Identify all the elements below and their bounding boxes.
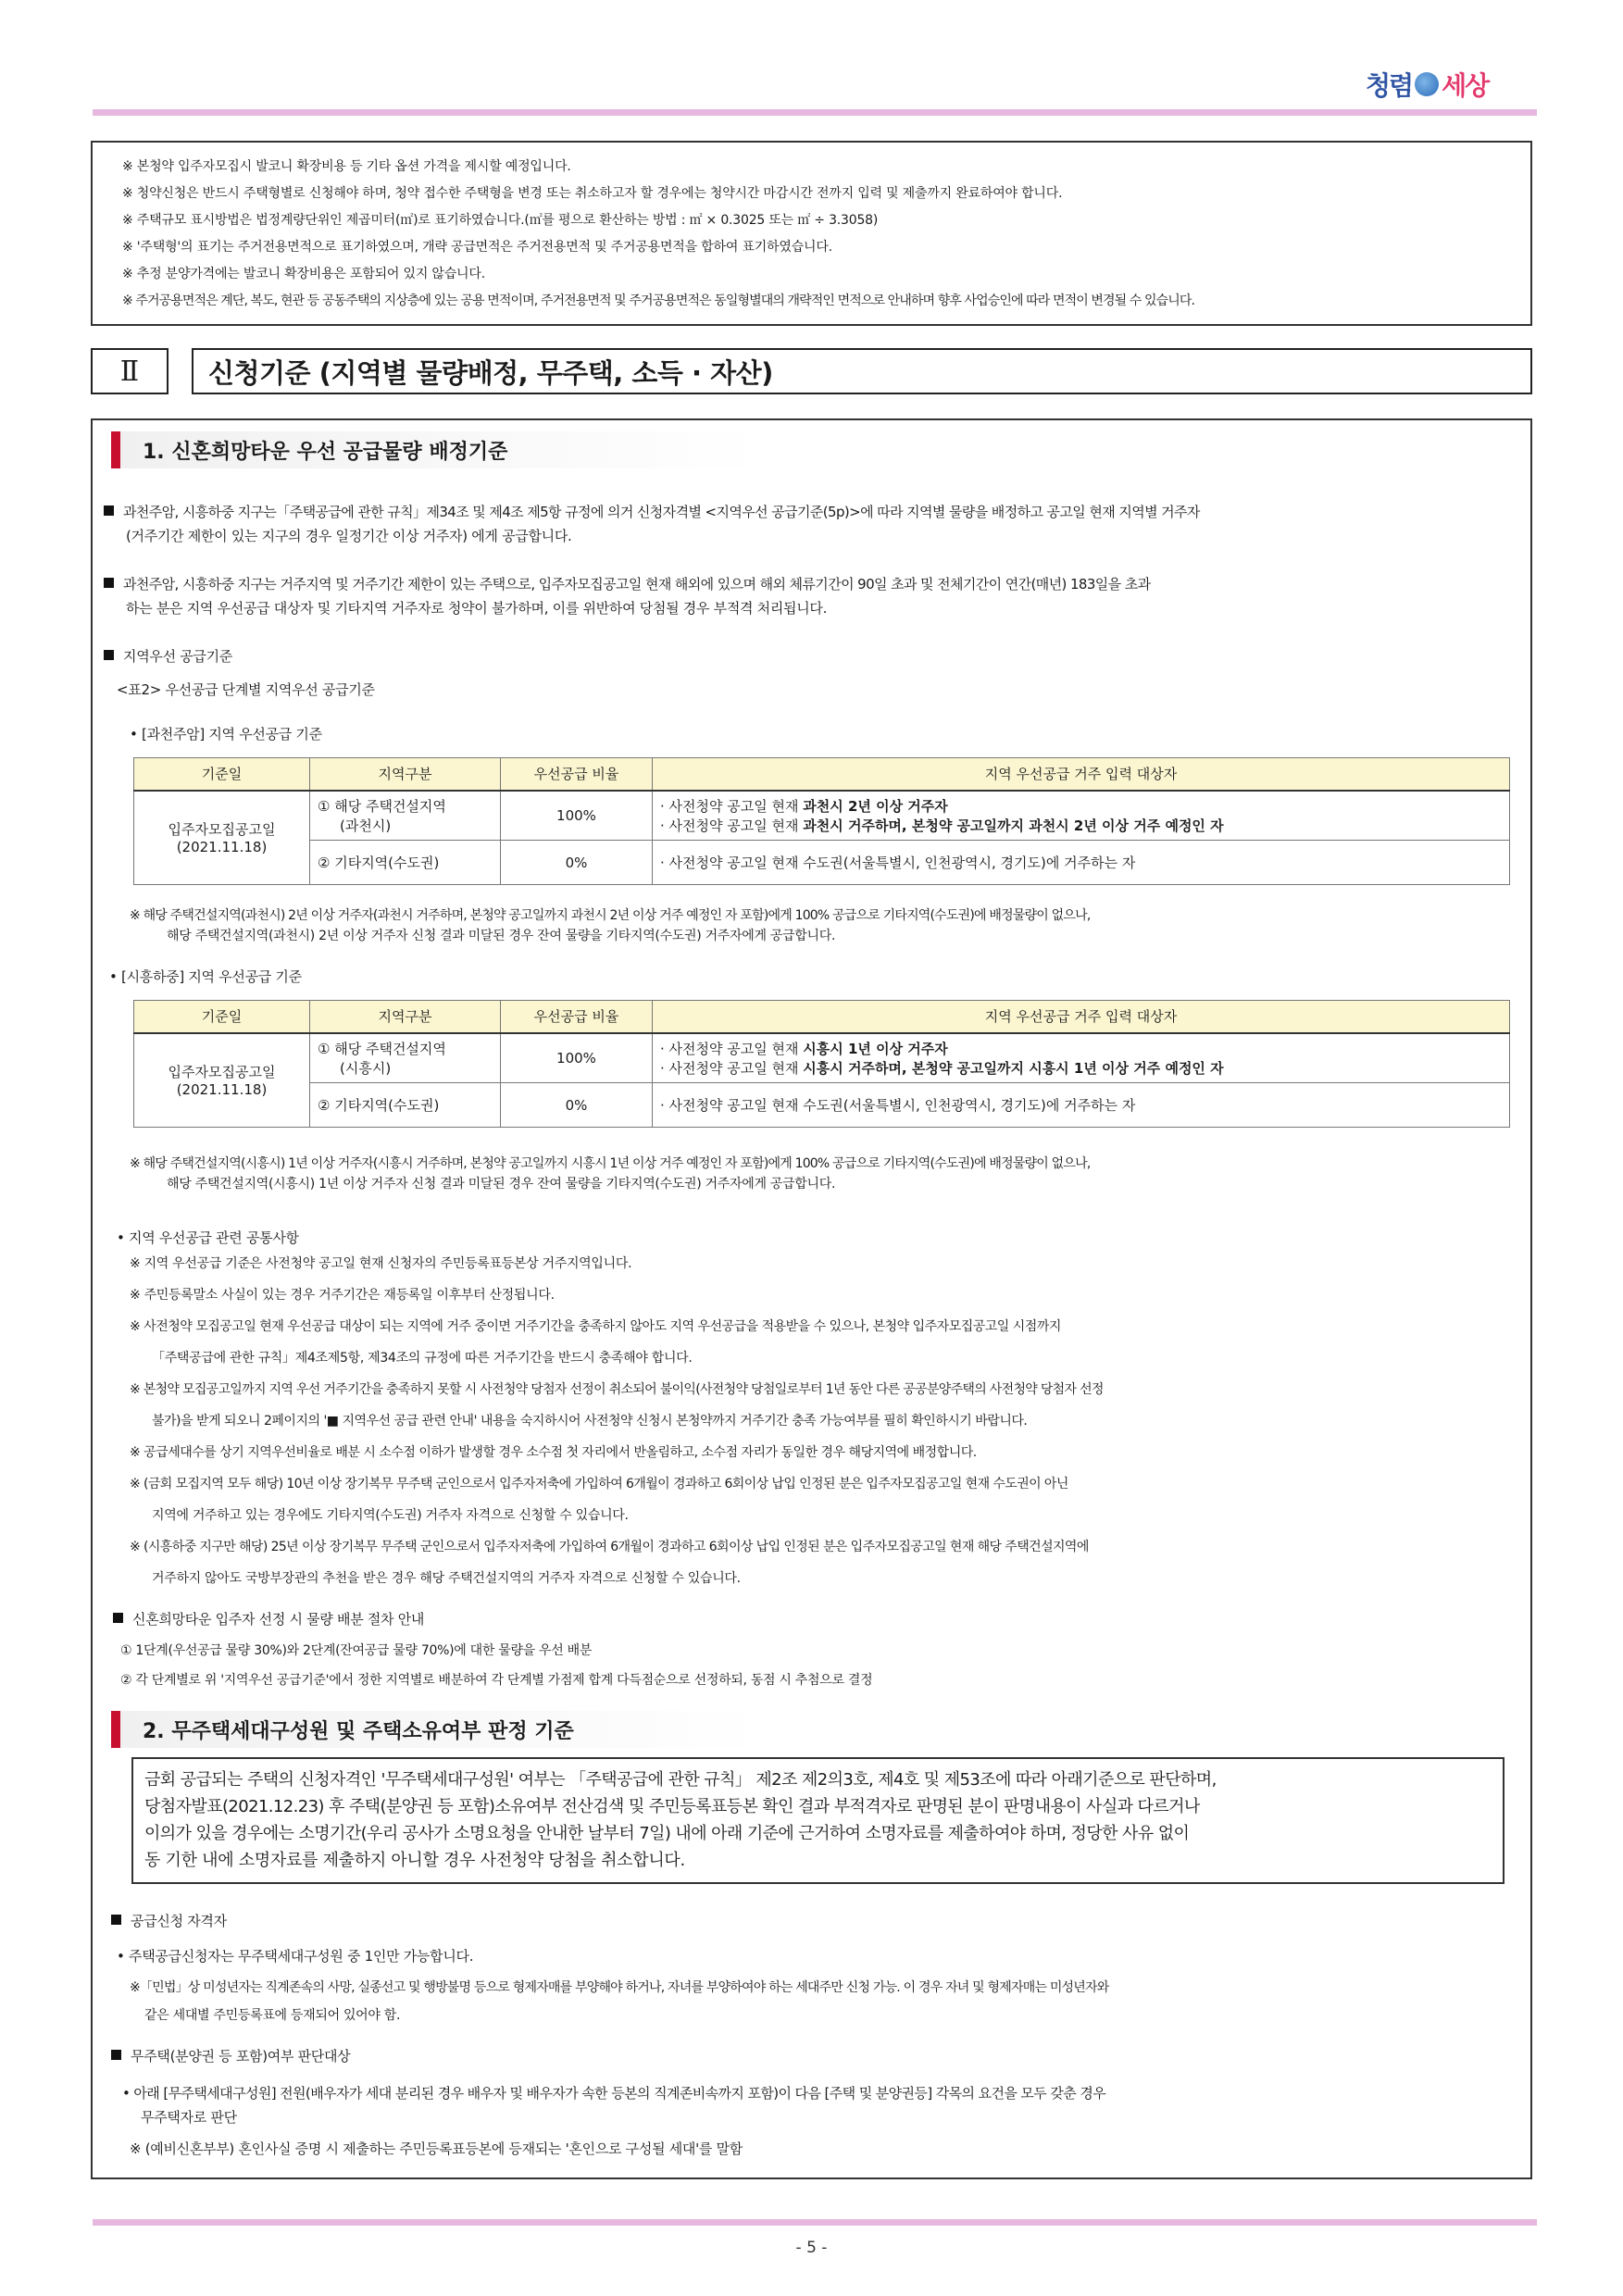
- housing-item: 무주택자로 판단: [141, 2109, 237, 2126]
- target-cell: · 사전청약 공고일 현재 수도권(서울특별시, 인천광역시, 경기도)에 거주하는 자: [653, 841, 1510, 885]
- table-row: [134, 791, 1510, 841]
- target-cell: [653, 1033, 1510, 1083]
- column-header: 우선공급 비율: [501, 1001, 653, 1033]
- criteria-heading-text: 지역우선 공급기준: [123, 648, 232, 665]
- main-content-box: [91, 418, 1532, 2179]
- note-line: ※ 본청약 입주자모집시 발코니 확장비용 등 기타 옵션 가격을 제시할 예정입니다.: [122, 159, 571, 174]
- square-bullet-icon: [111, 1915, 121, 1925]
- globe-icon: [1415, 72, 1439, 96]
- square-bullet-icon: [104, 578, 114, 588]
- common-item: 「주택공급에 관한 규칙」제4조제5항, 제34조의 규정에 따른 거주기간을 반드시 충족해야 합니다.: [152, 1351, 693, 1366]
- common-item: ※ 주민등록말소 사실이 있는 경우 거주기간은 재등록일 이후부터 산정됩니다.: [130, 1288, 555, 1303]
- table-note: ※ 해당 주택건설지역(시흥시) 1년 이상 거주자(시흥시 거주하며, 본청약 공고일까지 시흥시 1년 이상 거주 예정인 자 포함)에게 100% 공급으로 기타지역(수도권)에 배정물량이 없으나,: [130, 1156, 1091, 1171]
- region-text: (과천시): [340, 817, 392, 834]
- box-line: 이의가 있을 경우에는 소명기간(우리 공사가 소명요청을 안내한 날부터 7일) 내에 아래 기준에 근거하여 소명자료를 제출하여야 하며, 정당한 사유 없이: [144, 1824, 1190, 1843]
- square-bullet-icon: [104, 505, 114, 516]
- note-line: ※ 주택규모 표시방법은 법정계량단위인 제곱미터(㎡)로 표기하였습니다.(㎡를 평으로 환산하는 방법 : ㎡ × 0.3025 또는 ㎡ ÷ 3.3058): [122, 213, 879, 228]
- date-text: 입주자모집공고일: [168, 821, 276, 839]
- column-header: 지역구분: [310, 1001, 501, 1033]
- column-header: 기준일: [134, 1001, 310, 1033]
- date-text: 입주자모집공고일: [168, 1064, 276, 1081]
- column-header: 지역 우선공급 거주 입력 대상자: [653, 758, 1510, 791]
- region-cell: ② 기타지역(수도권): [310, 841, 501, 885]
- note-line: ※ '주택형'의 표기는 주거전용면적으로 표기하였으며, 개략 공급면적은 주거전용면적 및 주거공용면적을 합하여 표기하였습니다.: [122, 240, 832, 255]
- page-number: - 5 -: [795, 2239, 828, 2257]
- date-cell: [134, 1033, 310, 1128]
- target-cell: · 사전청약 공고일 현재 수도권(서울특별시, 인천광역시, 경기도)에 거주하는 자: [653, 1083, 1510, 1128]
- common-item: ※ 공급세대수를 상기 지역우선비율로 배분 시 소수점 이하가 발생할 경우 소수점 첫 자리에서 반올림하고, 소수점 자리가 동일한 경우 해당지역에 배정합니다.: [130, 1445, 977, 1460]
- box-line: 당첨자발표(2021.12.23) 후 주택(분양권 등 포함)소유여부 전산검색 및 주민등록표등본 확인 결과 부적격자로 판명된 분이 판명내용이 사실과 다르거나: [144, 1797, 1200, 1816]
- ratio-cell: 100%: [501, 1033, 653, 1083]
- common-item: 거주하지 않아도 국방부장관의 추천을 받은 경우 해당 주택건설지역의 거주자 자격으로 신청할 수 있습니다.: [152, 1571, 741, 1586]
- target-text-bold: 시흥시 1년 이상 거주자: [803, 1040, 948, 1057]
- footer-rule: [93, 2219, 1537, 2226]
- section-title: 신청기준 (지역별 물량배정, 무주택, 소득 · 자산): [192, 348, 1532, 394]
- housing-heading: [111, 2046, 350, 2065]
- region-text: ① 해당 주택건설지역: [318, 797, 446, 815]
- target-text-bold: 시흥시 거주하며, 본청약 공고일까지 시흥시 1년 이상 거주 예정인 자: [803, 1059, 1224, 1077]
- region-text: (시흥시): [340, 1059, 392, 1077]
- accent-bar: [111, 431, 120, 468]
- date-cell: [134, 791, 310, 885]
- subsection-title: 1. 신혼희망타운 우선 공급물량 배정기준: [143, 440, 508, 464]
- ratio-cell: 0%: [501, 841, 653, 885]
- square-bullet-icon: [113, 1613, 123, 1623]
- procedure-item: ② 각 단계별로 위 '지역우선 공급기준'에서 정한 지역별로 배분하여 각 단계별 가점제 합계 다득점순으로 선정하되, 동점 시 추첨으로 결정: [120, 1673, 873, 1688]
- common-item: 불가)을 받게 되오니 2페이지의 '■ 지역우선 공급 관련 안내' 내용을 숙지하시어 사전청약 신청시 본청약까지 거주기간 충족 가능여부를 필히 확인하시기 바랍니다.: [152, 1414, 1028, 1429]
- ratio-cell: 0%: [501, 1083, 653, 1128]
- common-item: ※ 사전청약 모집공고일 현재 우선공급 대상이 되는 지역에 거주 중이면 거주기간을 충족하지 않아도 지역 우선공급을 적용받을 수 있으나, 본청약 입주자모집공고일 시점까지: [130, 1319, 1061, 1334]
- table-row: [134, 1033, 1510, 1083]
- section-heading: [91, 348, 1532, 394]
- box-line: 금회 공급되는 주택의 신청자격인 '무주택세대구성원' 여부는 「주택공급에 관한 규칙」 제2조 제2의3호, 제4호 및 제53조에 따라 아래기준으로 판단하며,: [144, 1770, 1217, 1790]
- table-note: 해당 주택건설지역(시흥시) 1년 이상 거주자 신청 결과 미달된 경우 잔여 물량을 기타지역(수도권) 거주자에게 공급합니다.: [167, 1177, 836, 1192]
- common-item: 지역에 거주하고 있는 경우에도 기타지역(수도권) 거주자 자격으로 신청할 수 있습니다.: [152, 1508, 629, 1523]
- subsection-heading-2: [111, 1711, 759, 1748]
- procedure-heading: [113, 1609, 424, 1628]
- region-table-siheung: [133, 1000, 1510, 1128]
- date-text: (2021.11.18): [176, 1081, 268, 1099]
- table-note: ※ 해당 주택건설지역(과천시) 2년 이상 거주자(과천시 거주하며, 본청약 공고일까지 과천시 2년 이상 거주 예정인 자 포함)에게 100% 공급으로 기타지역(수도권)에 배정물량이 없으나,: [130, 908, 1091, 923]
- paragraph-text: (거주기간 제한이 있는 지구의 경우 일정기간 이상 거주자) 에게 공급합니다.: [126, 528, 572, 544]
- target-text: · 사전청약 공고일 현재: [660, 797, 804, 815]
- ratio-cell: 100%: [501, 791, 653, 841]
- target-text: · 사전청약 공고일 현재: [660, 817, 804, 834]
- common-item: ※ (시흥하중 지구만 해당) 25년 이상 장기복무 무주택 군인으로서 입주자저축에 가입하여 6개월이 경과하고 6회이상 납입 인정된 분은 입주자모집공고일 현재 해당 주택건설지역에: [130, 1540, 1089, 1554]
- qualification-heading-text: 공급신청 자격자: [131, 1913, 227, 1929]
- date-text: (2021.11.18): [176, 839, 268, 856]
- table-row: [134, 841, 1510, 885]
- header-rule: [93, 109, 1537, 116]
- column-header: 지역 우선공급 거주 입력 대상자: [653, 1001, 1510, 1033]
- eligibility-box: [131, 1757, 1504, 1884]
- housing-item: • 아래 [무주택세대구성원] 전원(배우자가 세대 분리된 경우 배우자 및 배우자가 속한 등본의 직계존비속까지 포함)이 다음 [주택 및 분양권등] 각목의 요건을 모두 갖춘 경우: [122, 2085, 1106, 2102]
- procedure-item: ① 1단계(우선공급 물량 30%)와 2단계(잔여공급 물량 70%)에 대한 물량을 우선 배분: [120, 1643, 593, 1658]
- table-label: • [시흥하중] 지역 우선공급 기준: [109, 968, 302, 985]
- target-text-bold: 과천시 거주하며, 본청약 공고일까지 과천시 2년 이상 거주 예정인 자: [803, 817, 1224, 834]
- qualification-item: ※「민법」상 미성년자는 직계존속의 사망, 실종선고 및 행방불명 등으로 형제자매를 부양해야 하거나, 자녀를 부양하여야 하는 세대주만 신청 가능. 이 경우 자녀 및 형제자매는 미성년자와: [130, 1980, 1109, 1995]
- housing-item: ※ (예비신혼부부) 혼인사실 증명 시 제출하는 주민등록표등본에 등재되는 '혼인으로 구성될 세대'를 말함: [130, 2140, 743, 2157]
- logo: [1366, 65, 1523, 104]
- region-cell: [310, 1033, 501, 1083]
- housing-heading-text: 무주택(분양권 등 포함)여부 판단대상: [131, 2048, 351, 2065]
- qualification-item: 같은 세대별 주민등록표에 등재되어 있어야 함.: [144, 2008, 401, 2023]
- common-item: ※ 본청약 모집공고일까지 지역 우선 거주기간을 충족하지 못할 시 사전청약 당첨자 선정이 취소되어 불이익(사전청약 당첨일로부터 1년 동안 다른 공공분양주택의 사전청약 당첨자 선정: [130, 1382, 1104, 1397]
- paragraph: [104, 502, 1200, 521]
- note-line: ※ 청약신청은 반드시 주택형별로 신청해야 하며, 청약 접수한 주택형을 변경 또는 취소하고자 할 경우에는 청약시간 마감시간 전까지 입력 및 제출까지 완료하여야 합니다.: [122, 186, 1063, 201]
- common-item: ※ (금회 모집지역 모두 해당) 10년 이상 장기복무 무주택 군인으로서 입주자저축에 가입하여 6개월이 경과하고 6회이상 납입 인정된 분은 입주자모집공고일 현재 수도권이 아닌: [130, 1477, 1068, 1491]
- table-label: • [과천주암] 지역 우선공급 기준: [130, 726, 322, 742]
- column-header: 기준일: [134, 758, 310, 791]
- note-line: ※ 추정 분양가격에는 발코니 확장비용은 포함되어 있지 않습니다.: [122, 267, 485, 281]
- notes-box: [91, 141, 1532, 326]
- logo-text-right: 세상: [1442, 70, 1489, 101]
- table-note: 해당 주택건설지역(과천시) 2년 이상 거주자 신청 결과 미달된 경우 잔여 물량을 기타지역(수도권) 거주자에게 공급합니다.: [167, 929, 836, 943]
- accent-bar: [111, 1711, 120, 1748]
- region-table-gwacheon: [133, 757, 1510, 885]
- paragraph-text: 과천주암, 시흥하중 지구는 거주지역 및 거주기간 제한이 있는 주택으로, 입주자모집공고일 현재 해외에 있으며 해외 체류기간이 90일 초과 및 전체기간이 연간(매년) 183일을 초과: [123, 576, 1151, 593]
- square-bullet-icon: [111, 2050, 121, 2060]
- subsection-heading-1: [111, 431, 759, 468]
- region-text: ① 해당 주택건설지역: [318, 1040, 446, 1057]
- target-text-bold: 과천시 2년 이상 거주자: [803, 797, 948, 815]
- criteria-heading: [104, 646, 232, 666]
- logo-text-left: 청렴: [1366, 70, 1413, 101]
- target-text: · 사전청약 공고일 현재: [660, 1040, 804, 1057]
- region-cell: ② 기타지역(수도권): [310, 1083, 501, 1128]
- common-item: ※ 지역 우선공급 기준은 사전청약 공고일 현재 신청자의 주민등록표등본상 거주지역입니다.: [130, 1256, 632, 1271]
- square-bullet-icon: [104, 650, 114, 660]
- table-caption: <표2> 우선공급 단계별 지역우선 공급기준: [117, 681, 375, 698]
- note-line: ※ 주거공용면적은 계단, 복도, 현관 등 공동주택의 지상층에 있는 공용 면적이며, 주거전용면적 및 주거공용면적은 동일형별대의 개략적인 면적으로 안내하며 향후 사업승인에 따라 면적이 변경될 수 있습니다.: [122, 293, 1195, 308]
- column-header: 우선공급 비율: [501, 758, 653, 791]
- common-heading: • 지역 우선공급 관련 공통사항: [117, 1229, 299, 1246]
- qualification-item: • 주택공급신청자는 무주택세대구성원 중 1인만 가능합니다.: [117, 1948, 474, 1965]
- section-number: Ⅱ: [91, 348, 169, 394]
- procedure-heading-text: 신혼희망타운 입주자 선정 시 물량 배분 절차 안내: [132, 1611, 425, 1628]
- qualification-heading: [111, 1911, 227, 1930]
- target-cell: [653, 791, 1510, 841]
- table-row: [134, 1083, 1510, 1128]
- paragraph-text: 과천주암, 시흥하중 지구는「주택공급에 관한 규칙」제34조 및 제4조 제5항 규정에 의거 신청자격별 <지역우선 공급기준(5p)>에 따라 지역별 물량을 배정하고 공고일 현재 지역별 거주자: [123, 504, 1200, 520]
- region-cell: [310, 791, 501, 841]
- paragraph-text: 하는 분은 지역 우선공급 대상자 및 기타지역 거주자로 청약이 불가하며, 이를 위반하여 당첨될 경우 부적격 처리됩니다.: [126, 600, 828, 617]
- target-text: · 사전청약 공고일 현재: [660, 1059, 804, 1077]
- box-line: 동 기한 내에 소명자료를 제출하지 아니할 경우 사전청약 당첨을 취소합니다.: [144, 1851, 685, 1870]
- paragraph: [104, 574, 1151, 593]
- column-header: 지역구분: [310, 758, 501, 791]
- subsection-title: 2. 무주택세대구성원 및 주택소유여부 판정 기준: [143, 1719, 574, 1743]
